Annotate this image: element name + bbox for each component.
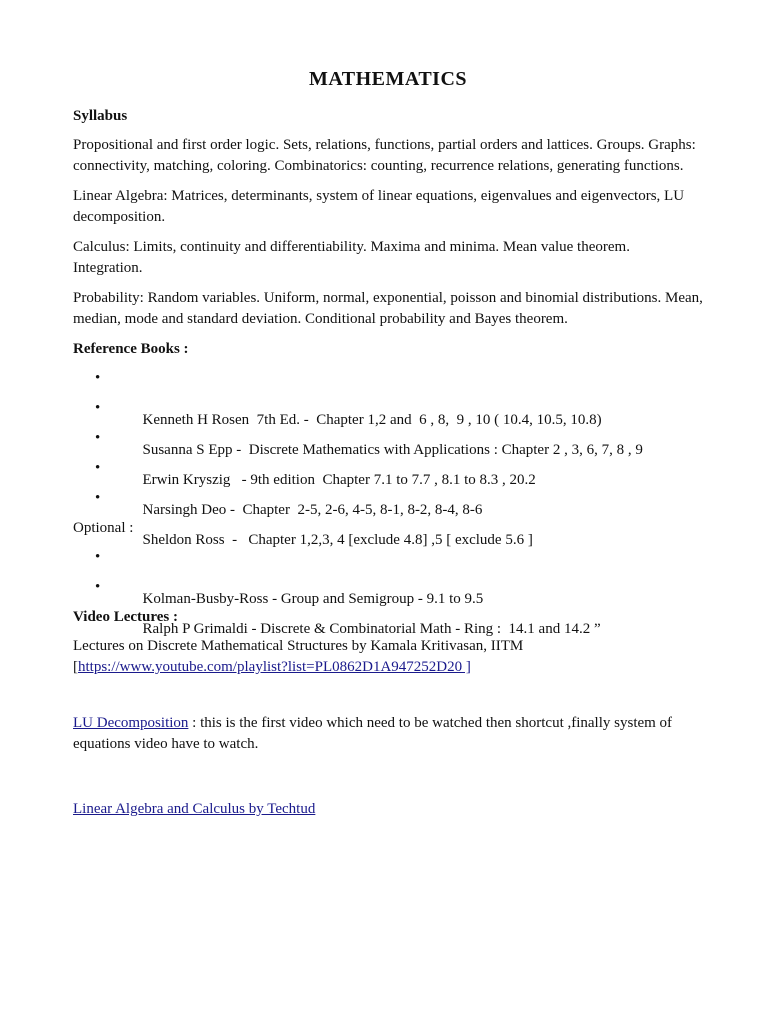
syllabus-heading: Syllabus	[73, 108, 128, 124]
bullet-icon: •	[95, 370, 101, 386]
list-item	[73, 368, 703, 428]
book-entry: Narsingh Deo - Chapter 2-5, 2-6, 4-5, 8-1, 8-2, 8-4, 8-6	[142, 502, 483, 518]
book-entry: Kolman-Busby-Ross - Group and Semigroup - 9.1 to 9.5	[142, 591, 484, 607]
book-entry: Erwin Kryszig - 9th edition Chapter 7.1 to 7.7 , 8.1 to 8.3 , 20.2	[142, 472, 536, 488]
bullet-icon: •	[95, 430, 101, 446]
bracket-open: [	[73, 659, 78, 675]
spacer	[73, 763, 703, 799]
video-lectures-text: Lectures on Discrete Mathematical Structures by Kamala Kritivasan, IITM	[73, 638, 524, 654]
lu-decomposition-note: : this is the first video which need to be watched then shortcut ,finally system of equations video have to watch.	[73, 715, 673, 752]
video-lectures-heading: Video Lectures :	[73, 609, 178, 625]
playlist-link[interactable]: https://www.youtube.com/playlist?list=PL0862D1A947252D20 ]	[78, 659, 471, 675]
document-page	[73, 64, 703, 828]
page-title: MATHEMATICS	[308, 68, 468, 90]
book-entry: Sheldon Ross - Chapter 1,2,3, 4 [exclude 4.8] ,5 [ exclude 5.6 ]	[142, 532, 533, 548]
techtud-link[interactable]: Linear Algebra and Calculus by Techtud	[73, 801, 316, 817]
syllabus-paragraph-probability: Probability: Random variables. Uniform, normal, exponential, poisson and binomial distributions. Mean, median, mode and standard deviation. Conditional probability and Bayes theorem.	[73, 290, 703, 327]
book-entry: Ralph P Grimaldi - Discrete & Combinatorial Math - Ring : 14.1 and 14.2 ”	[142, 621, 601, 637]
spacer	[73, 686, 703, 713]
video-lectures-description	[73, 636, 703, 678]
optional-heading: Optional :	[73, 520, 134, 536]
bullet-icon: •	[95, 579, 101, 595]
reference-books-heading: Reference Books :	[73, 341, 189, 357]
syllabus-paragraph-calculus: Calculus: Limits, continuity and differentiability. Maxima and minima. Mean value theorem. Integration.	[73, 239, 630, 276]
bullet-icon: •	[95, 549, 101, 565]
book-entry: Susanna S Epp - Discrete Mathematics with Applications : Chapter 2 , 3, 6, 7, 8 , 9	[142, 442, 643, 458]
bullet-icon: •	[95, 460, 101, 476]
book-entry: Kenneth H Rosen 7th Ed. - Chapter 1,2 and 6 , 8, 9 , 10 ( 10.4, 10.5, 10.8)	[142, 412, 602, 428]
syllabus-paragraph-linear-algebra: Linear Algebra: Matrices, determinants, system of linear equations, eigenvalues and eigenvectors, LU decomposition.	[73, 188, 685, 225]
lu-decomposition-link[interactable]: LU Decomposition	[73, 715, 189, 731]
list-item	[73, 547, 703, 607]
syllabus-paragraph-discrete: Propositional and first order logic. Sets, relations, functions, partial orders and lattices. Groups. Graphs: connectivity, matching, coloring. Combinatorics: counting, recurrence relations, generating functions.	[73, 137, 696, 174]
techtud-paragraph	[73, 799, 703, 820]
bullet-icon: •	[95, 400, 101, 416]
bullet-icon: •	[95, 490, 101, 506]
lu-decomposition-paragraph	[73, 713, 703, 755]
